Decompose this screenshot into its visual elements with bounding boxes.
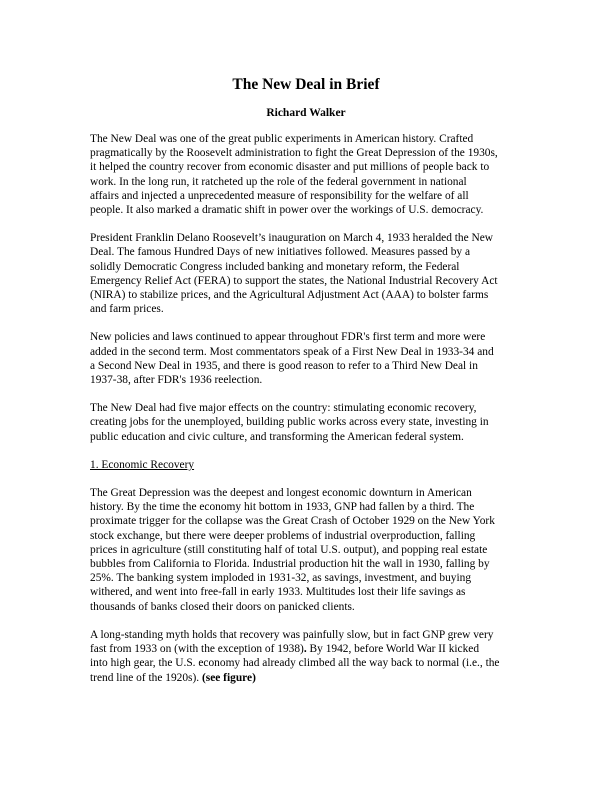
text-line: into high gear, the U.S. economy had already climbed all the way back to normal (i.e., the <box>90 657 500 670</box>
paragraph-depression <box>90 486 522 614</box>
text-run: By 1942, before World War II kicked <box>306 643 480 656</box>
text-line: withered, and went into free-fall in early 1933. Multitudes lost their life savings as <box>90 586 466 599</box>
text-line: people. It also marked a dramatic shift in power over the workings of U.S. democracy. <box>90 204 484 217</box>
text-line: (NIRA) to stabilize prices, and the Agricultural Adjustment Act (AAA) to bolster farms <box>90 289 489 302</box>
text-run-bold: . <box>303 643 307 656</box>
text-line: and farm prices. <box>90 303 164 316</box>
text-line: thousands of banks closed their doors on panicked clients. <box>90 600 355 613</box>
text-line: it helped the country recover from economic disaster and put millions of people back to <box>90 161 490 174</box>
text-line: affairs and injected a unprecedented measure of responsibility for the welfare of all <box>90 189 469 202</box>
text-line: President Franklin Delano Roosevelt’s inauguration on March 4, 1933 heralded the New <box>90 232 494 245</box>
text-line: proximate trigger for the collapse was the Great Crash of October 1929 on the New York <box>90 515 495 528</box>
text-line: Emergency Relief Act (FERA) to support the states, the National Industrial Recovery Act <box>90 274 498 287</box>
text-line: added in the second term. Most commentators speak of a First New Deal in 1933-34 and <box>90 345 494 358</box>
text-run: fast from 1933 on (with the exception of 1938) <box>90 643 304 656</box>
text-line: solidly Democratic Congress included banking and monetary reform, the Federal <box>90 260 460 273</box>
text-line: The Great Depression was the deepest and longest economic downturn in American <box>90 487 472 500</box>
paragraph-policies <box>90 330 522 387</box>
paragraph-intro <box>90 132 522 217</box>
text-line: pragmatically by the Roosevelt administration to fight the Great Depression of the 1930s, <box>90 147 498 160</box>
text-line: Deal. The famous Hundred Days of new initiatives followed. Measures passed by a <box>90 246 471 259</box>
document-page <box>90 76 522 685</box>
text-line: history. By the time the economy hit bottom in 1933, GNP had fallen by a third. The <box>90 501 475 514</box>
see-figure-reference: (see figure) <box>201 671 256 684</box>
paragraph-recovery-myth <box>90 628 522 685</box>
paragraph-effects <box>90 401 522 444</box>
text-line: The New Deal had five major effects on the country: stimulating economic recovery, <box>90 402 477 415</box>
text-line: public education and civic culture, and transforming the American federal system. <box>90 430 464 443</box>
author-name: Richard Walker <box>266 107 346 119</box>
paragraph-inauguration <box>90 231 522 316</box>
text-line: A long-standing myth holds that recovery was painfully slow, but in fact GNP grew very <box>90 628 494 641</box>
text-run: trend line of the 1920s). <box>90 671 202 684</box>
text-line: New policies and laws continued to appear throughout FDR's first term and more were <box>90 331 486 344</box>
text-line <box>90 671 522 685</box>
text-line: creating jobs for the unemployed, building public works across every state, investing in <box>90 416 489 429</box>
text-line: The New Deal was one of the great public experiments in American history. Crafted <box>90 133 474 145</box>
text-line: stock exchange, but there were deeper problems of industrial overproduction, falling <box>90 529 476 542</box>
text-line: a Second New Deal in 1935, and there is good reason to refer to a Third New Deal in <box>90 359 478 372</box>
text-line: 1937-38, after FDR's 1936 reelection. <box>90 374 263 387</box>
section-heading: 1. Economic Recovery <box>90 458 195 471</box>
text-line: prices in agriculture (still constituting half of total U.S. output), and popping real estate <box>90 543 488 556</box>
text-line: 25%. The banking system imploded in 1931-32, as savings, investment, and buying <box>90 572 472 585</box>
text-line: work. In the long run, it ratcheted up the role of the federal government in national <box>90 175 467 188</box>
text-line: bubbles from California to Florida. Industrial production hit the wall in 1930, falling by <box>90 558 490 571</box>
document-title: The New Deal in Brief <box>232 76 380 93</box>
text-line <box>90 642 522 656</box>
